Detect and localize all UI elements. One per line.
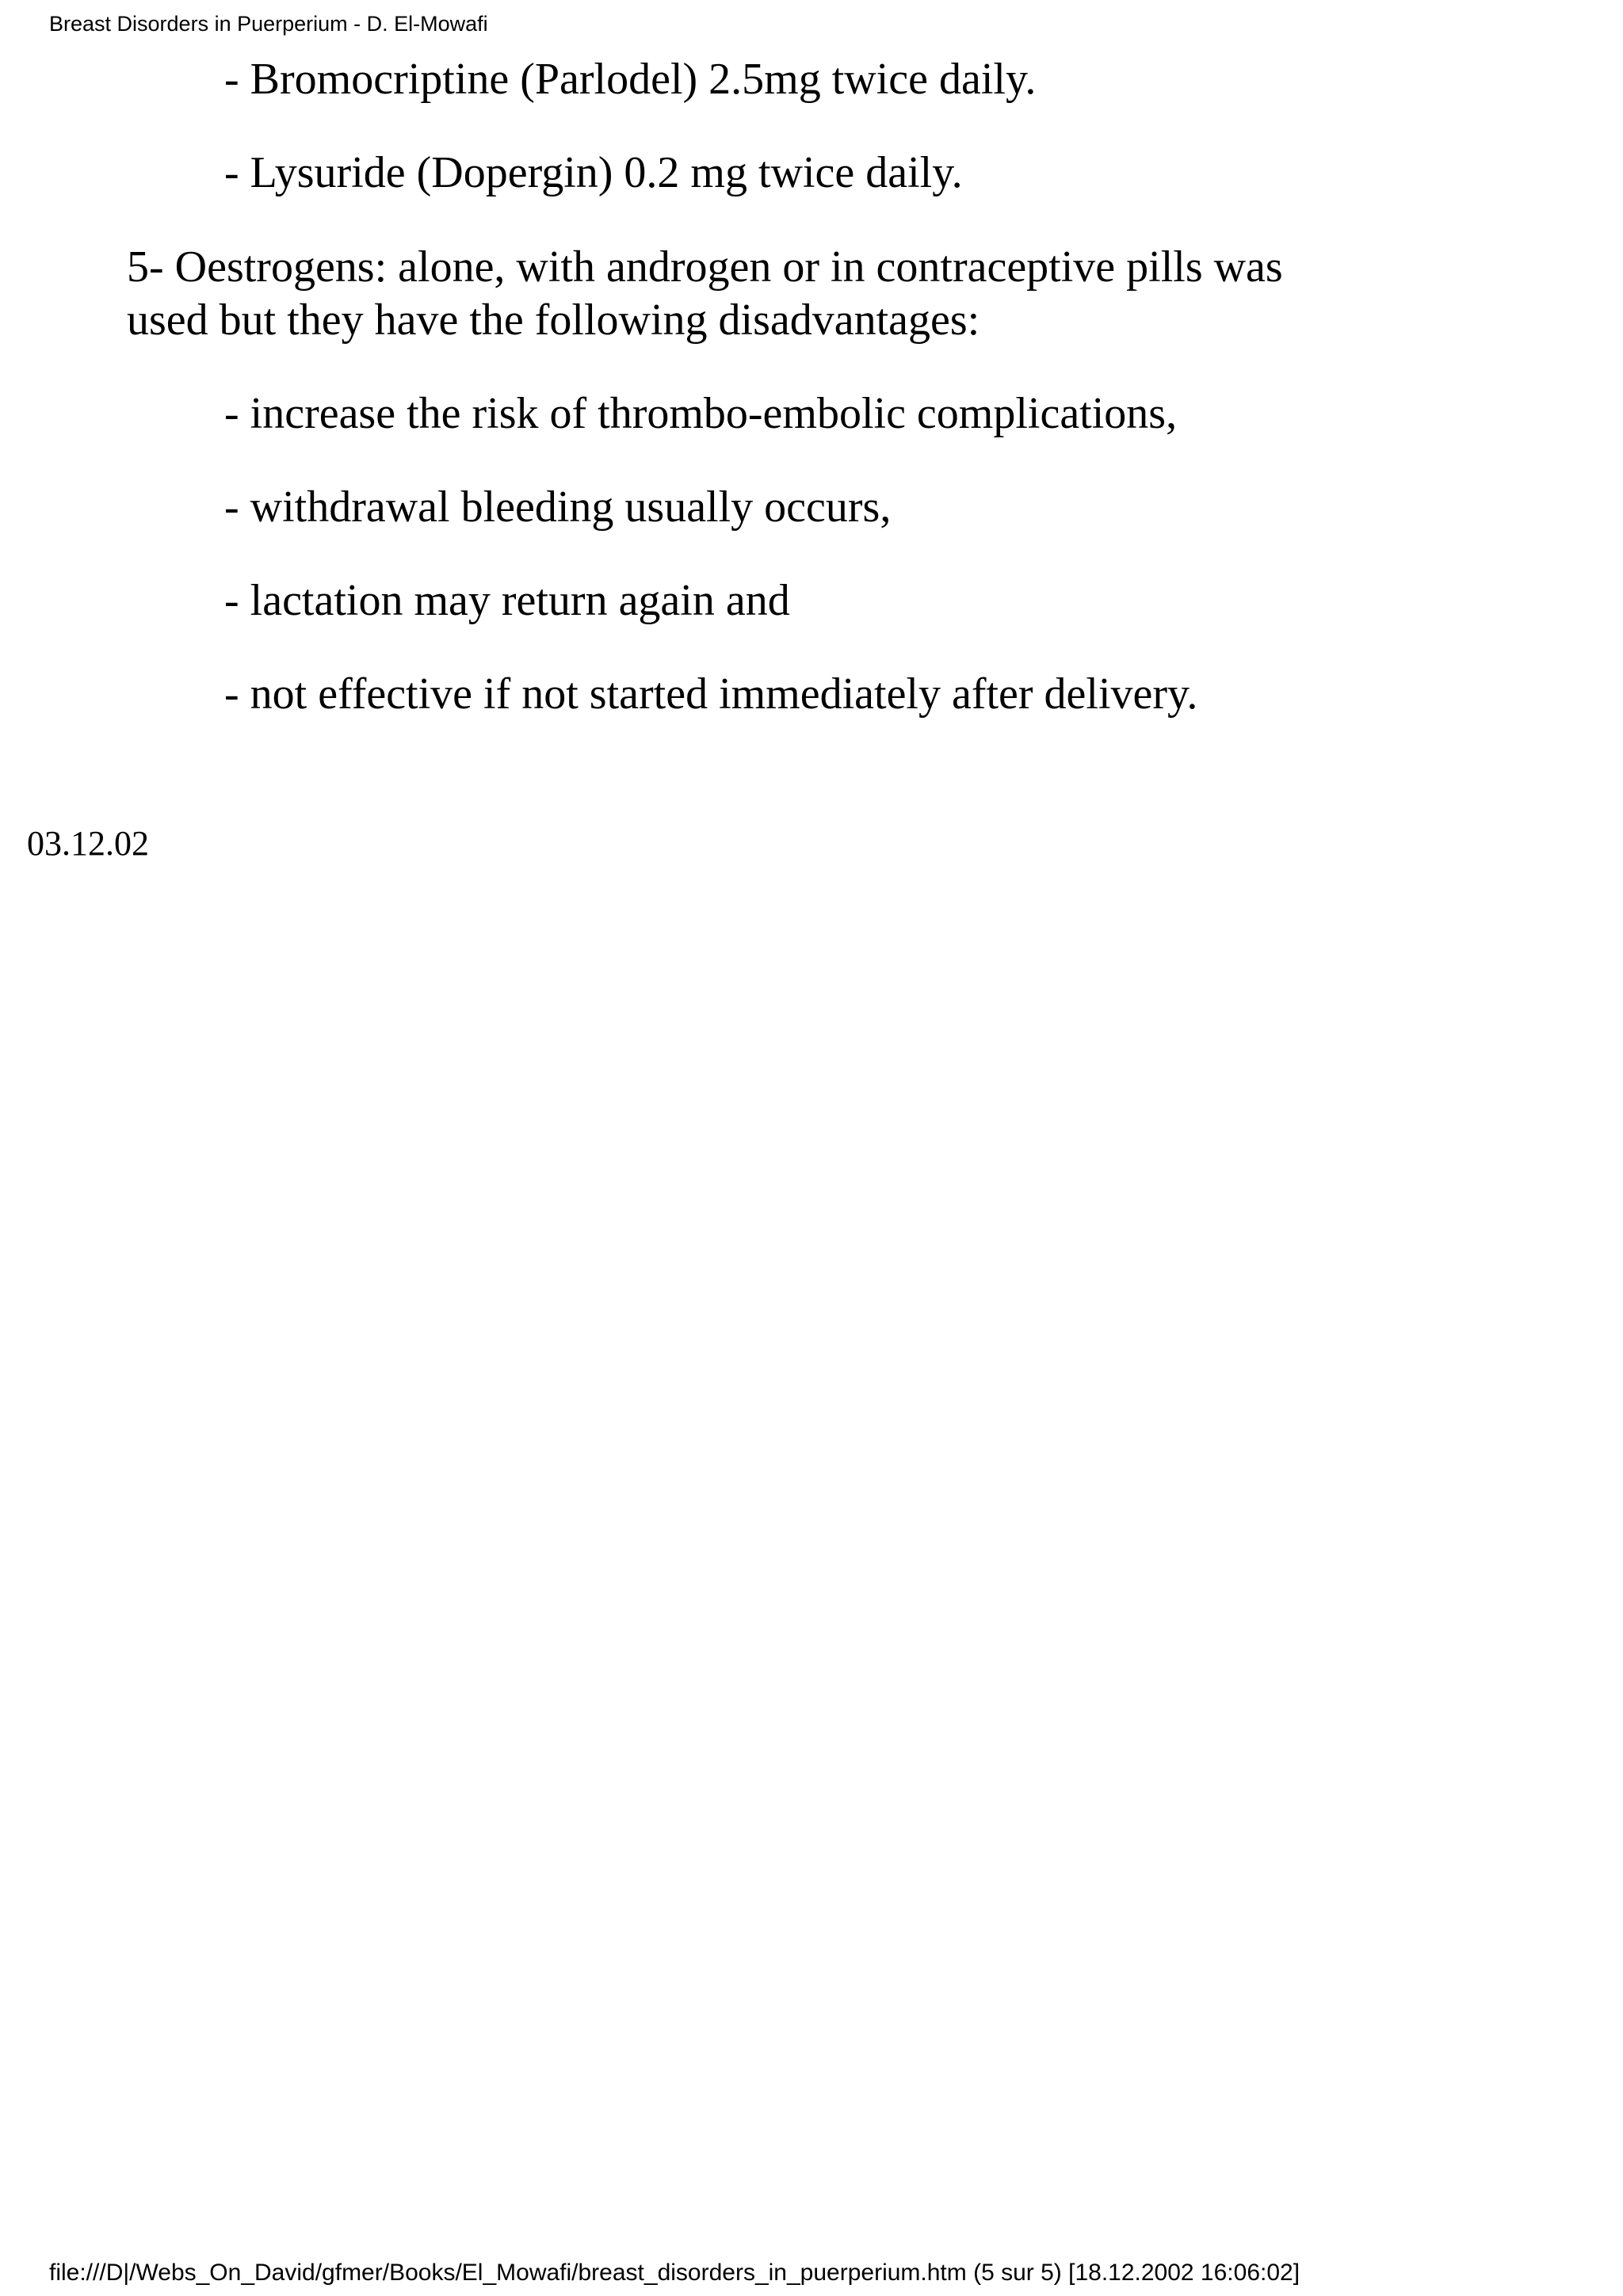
disadvantage-item-withdrawal-bleeding: - withdrawal bleeding usually occurs,	[224, 482, 892, 532]
section-5-line-1: 5- Oestrogens: alone, with androgen or in contraceptive pills was	[127, 242, 1283, 292]
drug-item-bromocriptine: - Bromocriptine (Parlodel) 2.5mg twice daily.	[224, 55, 1037, 104]
disadvantage-item-not-effective: - not effective if not started immediately after delivery.	[224, 669, 1198, 719]
page-header-title: Breast Disorders in Puerperium - D. El-Mowafi	[49, 12, 488, 36]
page-footer-path: file:///D|/Webs_On_David/gfmer/Books/El_Mowafi/breast_disorders_in_puerperium.htm (5 sur 5) [18.12.2002 16:06:02]	[49, 2260, 1300, 2286]
section-5-line-2: used but they have the following disadvantages:	[127, 296, 980, 345]
document-date: 03.12.02	[27, 824, 149, 863]
disadvantage-item-thromboembolic: - increase the risk of thrombo-embolic complications,	[224, 389, 1178, 438]
drug-item-lysuride: - Lysuride (Dopergin) 0.2 mg twice daily.	[224, 148, 963, 197]
disadvantage-item-lactation-return: - lactation may return again and	[224, 576, 790, 625]
